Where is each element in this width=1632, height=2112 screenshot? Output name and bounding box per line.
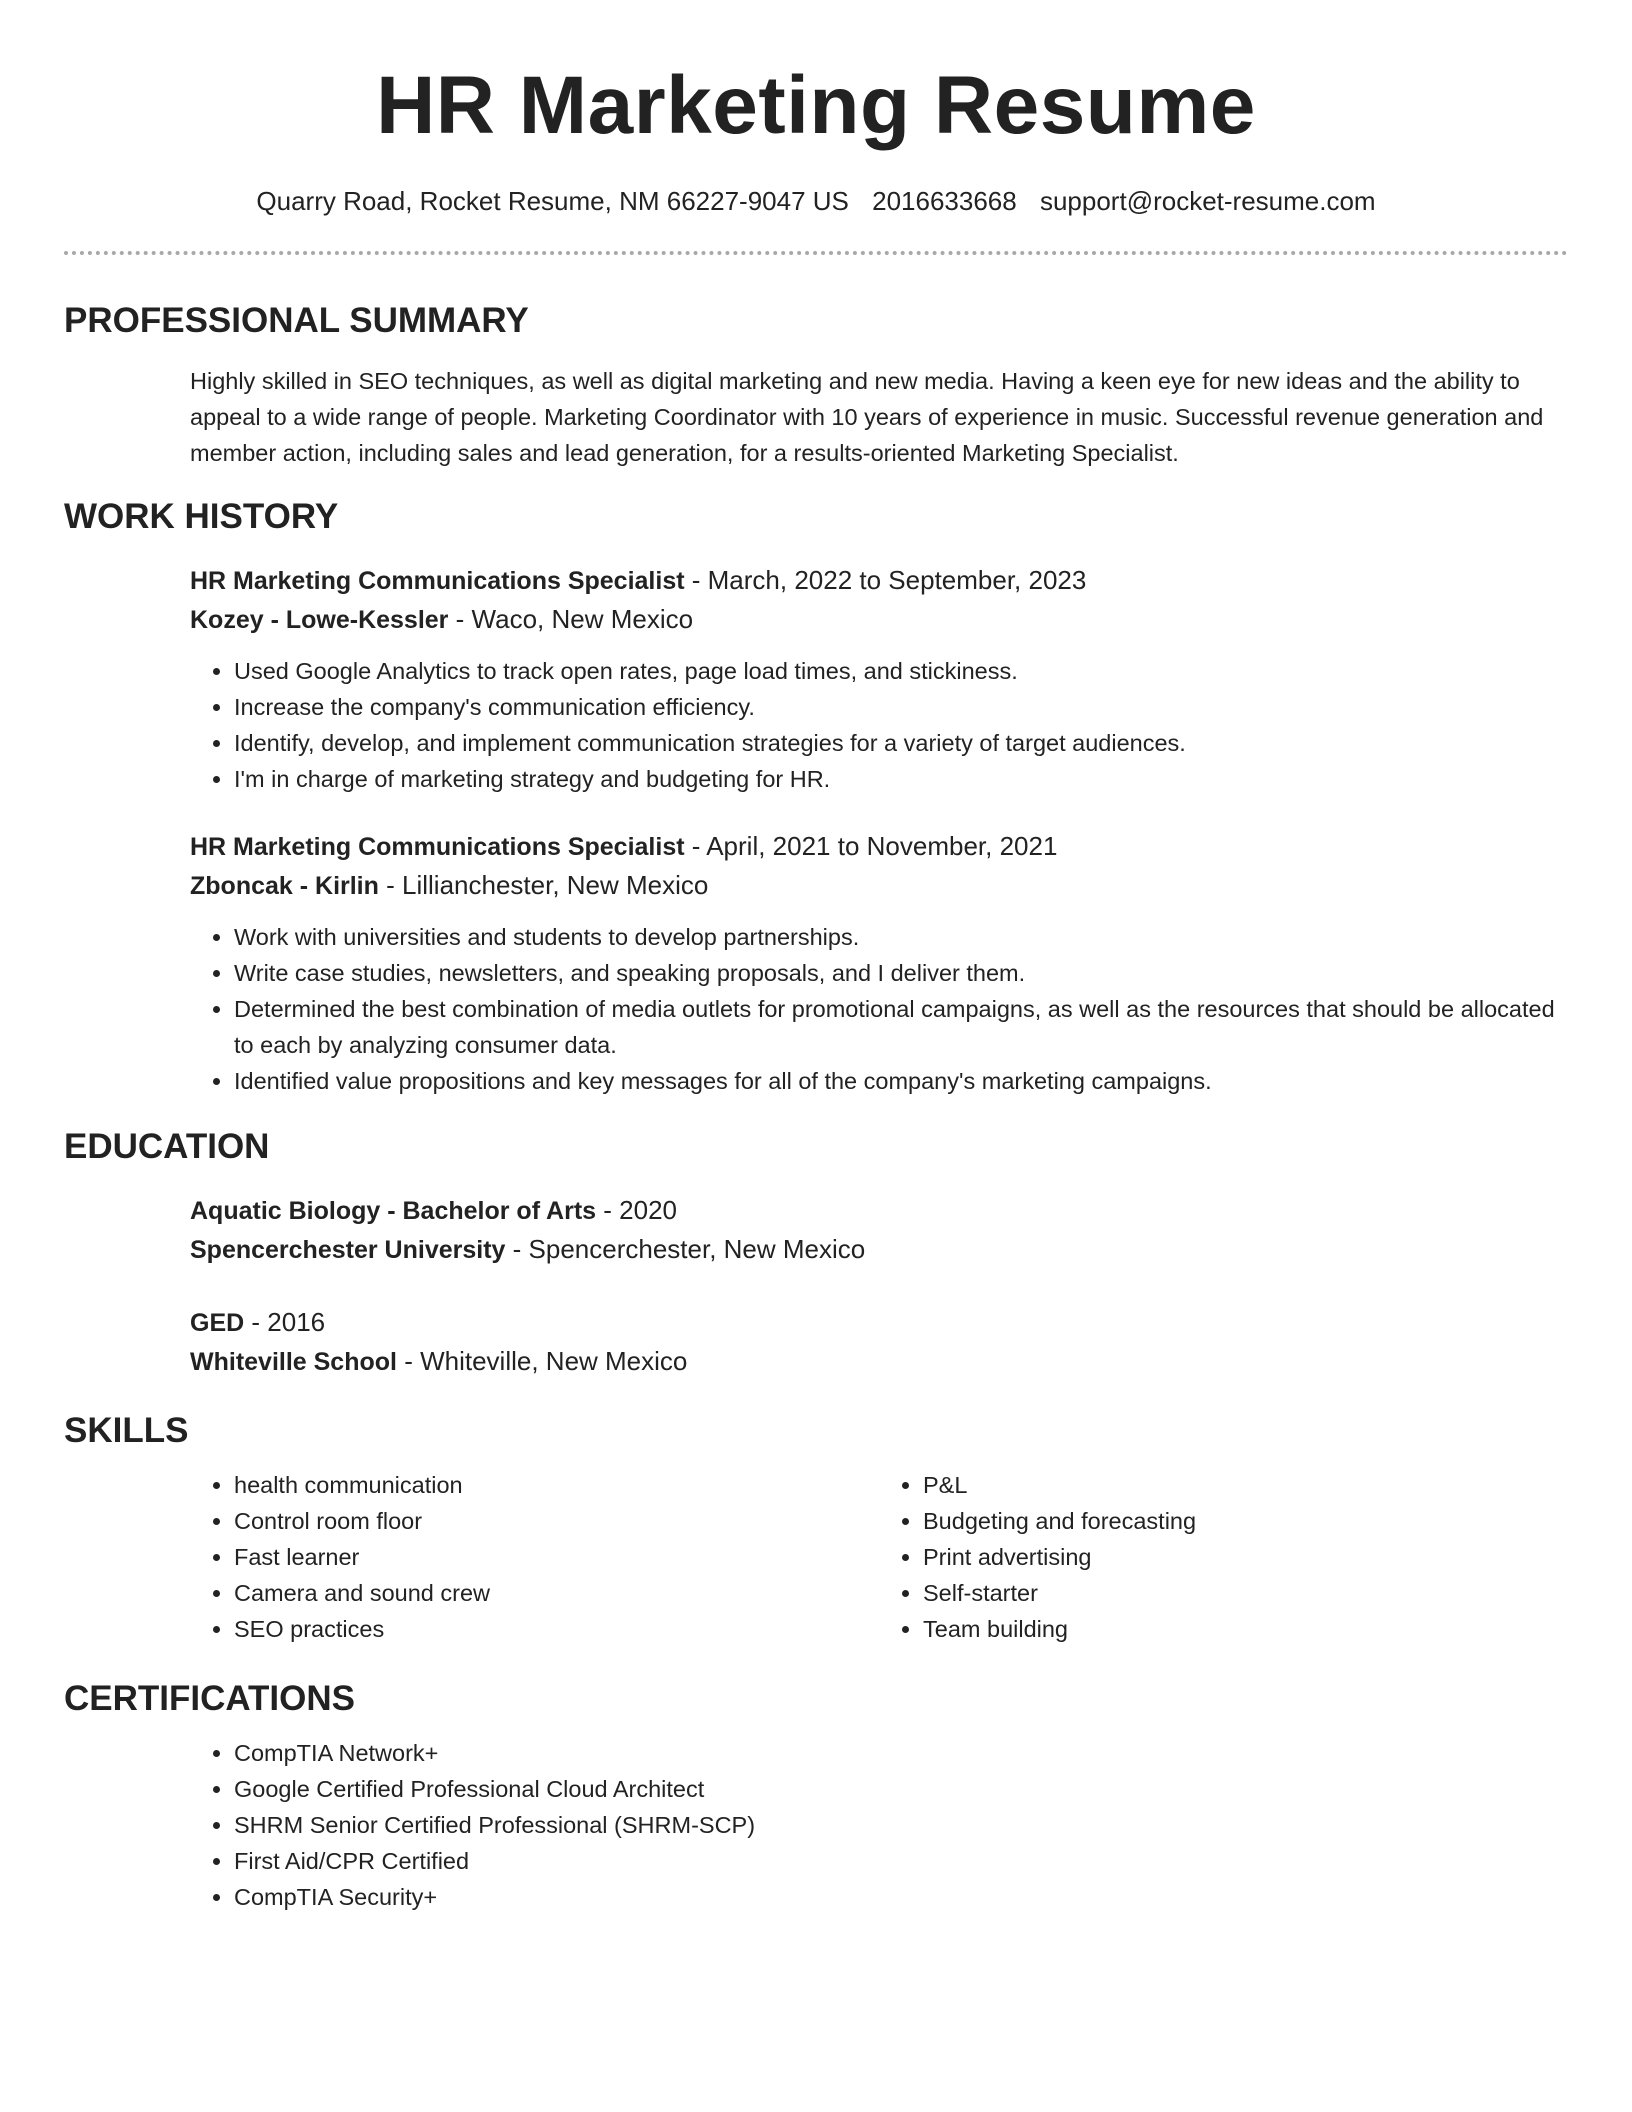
job-title-line — [190, 827, 1568, 866]
school-line — [190, 1342, 1568, 1381]
degree-year: - 2020 — [596, 1195, 678, 1225]
job-role: HR Marketing Communications Specialist — [190, 567, 685, 595]
degree-line — [190, 1191, 1568, 1230]
job-company-line — [190, 600, 1568, 639]
list-item: • I'm in charge of marketing strategy and budgeting for HR. — [234, 761, 1568, 797]
list-item: • Self-starter — [923, 1575, 1568, 1611]
contact-phone: 2016633668 — [872, 186, 1017, 216]
list-item: • Increase the company's communication efficiency. — [234, 689, 1568, 725]
job-location: - Waco, New Mexico — [448, 604, 694, 634]
list-item: • Fast learner — [234, 1539, 879, 1575]
list-item: • First Aid/CPR Certified — [234, 1843, 1568, 1879]
summary-section — [64, 299, 1568, 471]
job-dates: - April, 2021 to November, 2021 — [684, 831, 1058, 861]
list-item: • Print advertising — [923, 1539, 1568, 1575]
list-item: • Write case studies, newsletters, and speaking proposals, and I deliver them. — [234, 955, 1568, 991]
list-item: • Budgeting and forecasting — [923, 1503, 1568, 1539]
job-dates: - March, 2022 to September, 2023 — [684, 565, 1087, 595]
skills-heading: SKILLS — [64, 1411, 189, 1450]
work-history-heading: WORK HISTORY — [64, 497, 339, 536]
education-section — [64, 1125, 1568, 1381]
list-item: • health communication — [234, 1467, 879, 1503]
contact-address: Quarry Road, Rocket Resume, NM 66227-9047 US — [256, 186, 849, 216]
job-location: - Lillianchester, New Mexico — [378, 870, 709, 900]
job-role: HR Marketing Communications Specialist — [190, 833, 685, 861]
list-item: • P&L — [923, 1467, 1568, 1503]
list-item: • CompTIA Security+ — [234, 1879, 1568, 1915]
certifications-list — [190, 1735, 1568, 1915]
school-name: Whiteville School — [190, 1348, 397, 1376]
contact-email: support@rocket-resume.com — [1039, 186, 1376, 216]
list-item: • SHRM Senior Certified Professional (SHRM-SCP) — [234, 1807, 1568, 1843]
list-item: • SEO practices — [234, 1611, 879, 1647]
certifications-heading: CERTIFICATIONS — [64, 1679, 356, 1718]
education-entry — [190, 1303, 1568, 1381]
list-item: • Work with universities and students to develop partnerships. — [234, 919, 1568, 955]
education-entry — [190, 1191, 1568, 1269]
list-item: • Camera and sound crew — [234, 1575, 879, 1611]
skills-section — [64, 1409, 1568, 1647]
list-item: • Google Certified Professional Cloud Architect — [234, 1771, 1568, 1807]
skills-column-left — [190, 1467, 879, 1647]
degree-line — [190, 1303, 1568, 1342]
header-divider — [64, 251, 1568, 255]
list-item: • Team building — [923, 1611, 1568, 1647]
degree-name: Aquatic Biology - Bachelor of Arts — [190, 1197, 597, 1225]
contact-line — [64, 184, 1568, 218]
job-company-line — [190, 866, 1568, 905]
degree-year: - 2016 — [244, 1307, 326, 1337]
work-history-section — [64, 495, 1568, 1099]
list-item: • Control room floor — [234, 1503, 879, 1539]
certifications-section — [64, 1677, 1568, 1915]
job-entry — [190, 827, 1568, 1099]
summary-heading: PROFESSIONAL SUMMARY — [64, 301, 529, 340]
job-title-line — [190, 561, 1568, 600]
list-item: • Used Google Analytics to track open rates, page load times, and stickiness. — [234, 653, 1568, 689]
skills-column-right — [879, 1467, 1568, 1647]
list-item: • Identify, develop, and implement communication strategies for a variety of target audiences. — [234, 725, 1568, 761]
school-location: - Spencerchester, New Mexico — [505, 1234, 866, 1264]
skills-grid — [190, 1467, 1568, 1647]
job-bullets — [190, 919, 1568, 1099]
list-item: • Identified value propositions and key messages for all of the company's marketing campaigns. — [234, 1063, 1568, 1099]
education-heading: EDUCATION — [64, 1127, 270, 1166]
school-line — [190, 1230, 1568, 1269]
certifications-body — [190, 1735, 1568, 1915]
resume-header — [64, 0, 1568, 218]
list-item: • Determined the best combination of media outlets for promotional campaigns, as well as the resources that should be allocated to each by analyzing consumer data. — [234, 991, 1568, 1063]
summary-text: Highly skilled in SEO techniques, as well as digital marketing and new media. Having a keen eye for new ideas and the ability to appeal to a wide range of people. Marketing Coordinator with 10 years of experience in music. Successful revenue generation and member action, including sales and lead generation, for a results-oriented Marketing Specialist. — [190, 368, 1544, 466]
job-bullets — [190, 653, 1568, 797]
job-entry — [190, 561, 1568, 797]
school-location: - Whiteville, New Mexico — [396, 1346, 688, 1376]
job-company: Zboncak - Kirlin — [190, 872, 379, 900]
school-name: Spencerchester University — [190, 1236, 506, 1264]
job-company: Kozey - Lowe-Kessler — [190, 606, 449, 634]
list-item: • CompTIA Network+ — [234, 1735, 1568, 1771]
degree-name: GED — [190, 1309, 245, 1337]
candidate-name: HR Marketing Resume — [376, 60, 1256, 151]
